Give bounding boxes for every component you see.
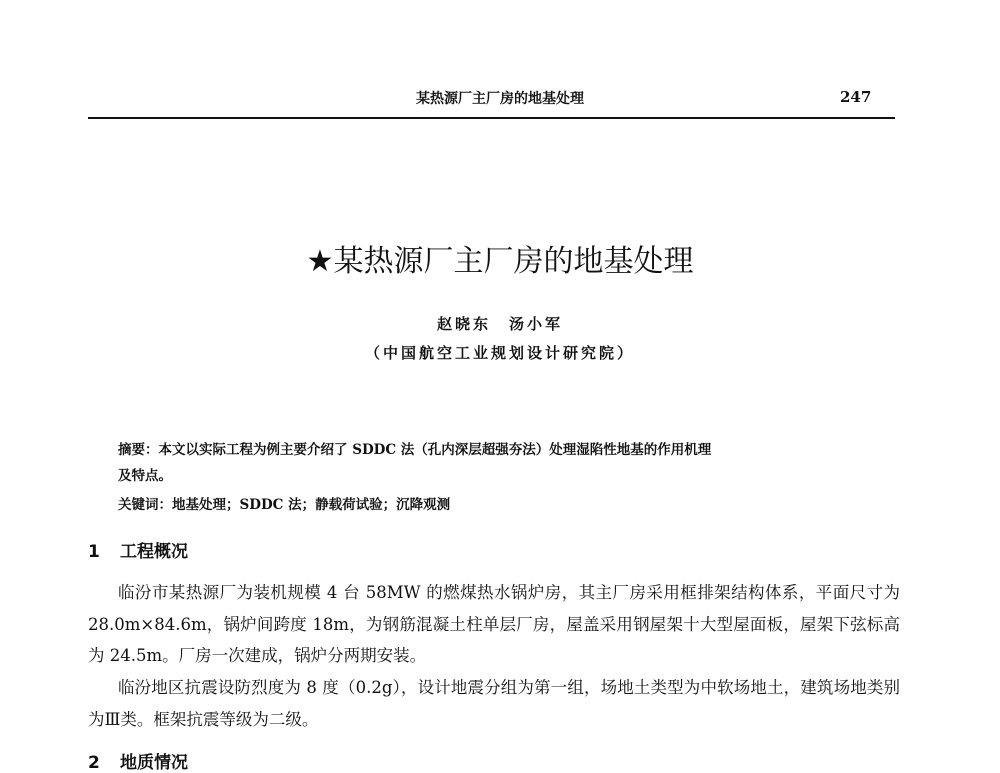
page-number: 247 — [840, 88, 872, 106]
keywords: 关键词：地基处理；SDDC 法；静载荷试验；沉降观测 — [118, 497, 451, 513]
affiliation: （中国航空工业规划设计研究院） — [364, 344, 635, 362]
abstract-continued: 及特点。 — [118, 468, 172, 484]
paper-title: ★某热源厂主厂房的地基处理 — [306, 244, 694, 279]
running-head: 某热源厂主厂房的地基处理 — [416, 91, 584, 107]
section-number: 1 — [88, 542, 100, 562]
section-heading-2 — [88, 748, 188, 773]
paragraph: 临汾地区抗震设防烈度为 8 度（0.2g），设计地震分组为第一组，场地土类型为中软场地土，建筑场地类别为Ⅲ类。框架抗震等级为二级。 — [88, 678, 900, 729]
paragraph: 临汾市某热源厂为装机规模 4 台 58MW 的燃煤热水锅炉房，其主厂房采用框排架结构体系，平面尺寸为 28.0m×84.6m，锅炉间跨度 18m，为钢筋混凝土柱单层厂房，屋盖采用钢屋架十大型屋面板，屋架下弦标高为 24.5m。厂房一次建成，锅炉分两期安装。 — [88, 583, 900, 665]
header-rule — [88, 117, 895, 119]
authors: 赵晓东 汤小军 — [436, 315, 563, 333]
section-title: 地质情况 — [120, 753, 188, 773]
section-number: 2 — [88, 753, 100, 773]
section-heading-1 — [88, 537, 188, 562]
section-title: 工程概况 — [120, 542, 188, 562]
abstract: 摘要：本文以实际工程为例主要介绍了 SDDC 法（孔内深层超强夯法）处理湿陷性地基的作用机理 — [118, 442, 712, 458]
